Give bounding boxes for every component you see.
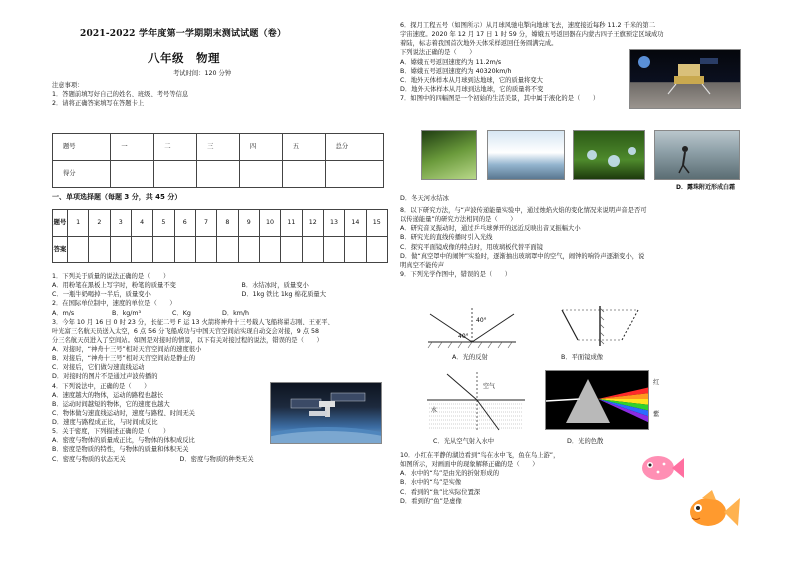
page-title: 2021-2022 学年度第一学期期末测试试题（卷） — [80, 29, 287, 39]
question-stem: 6．探月工程五号（如图所示）从月球风驰电掣向地球飞去，速度接近每秒 11.2 千米的第二 — [400, 22, 656, 29]
score-input-cell[interactable] — [197, 161, 240, 188]
score-table — [52, 133, 384, 188]
notes-heading: 注意事项： — [52, 82, 84, 89]
question-stem: 5．关于密度，下列描述正确的是（ ） — [52, 428, 170, 436]
answer-grid-number: 10 — [259, 210, 280, 237]
answer-grid-number: 1 — [67, 210, 88, 237]
option-c: C．Kg — [172, 309, 191, 317]
angle-label: 40° — [458, 333, 469, 340]
spectrum-label-red: 红 — [653, 379, 660, 386]
answer-grid-number: 6 — [174, 210, 195, 237]
option-a: A．研究音叉振动时，通过乒乓球弹开的远近反映出音叉振幅大小 — [400, 225, 581, 233]
question-stem: 叶光富三名航天员送入太空，6 点 56 分飞船成功与中国天宫空间站实现自动交会对接，9 点 58 — [52, 327, 320, 335]
score-row-header — [53, 134, 384, 161]
space-station-icon — [271, 383, 382, 444]
score-input-cell[interactable] — [111, 161, 154, 188]
answer-grid-number: 5 — [153, 210, 174, 237]
notes-block — [52, 81, 382, 108]
answer-cell[interactable] — [217, 236, 238, 263]
option-b: B．运动时间越短的物体，它的速度也越大 — [52, 400, 170, 408]
score-cell: 三 — [197, 134, 240, 161]
section-heading: 一、单项选择题（每题 3 分，共 45 分） — [52, 193, 182, 201]
option-d: D．密度与物质的种类无关 — [179, 455, 254, 463]
diagram-caption-d: D．光的色散 — [567, 438, 604, 445]
answer-grid-number: 11 — [281, 210, 302, 237]
option-d: D．做“真空罩中的闹钟”实验时，逐渐抽出玻璃罩中的空气，闹钟的响铃声逐渐变小，说 — [400, 252, 645, 260]
grass-dew-image — [421, 130, 477, 180]
question-stem: 如图所示，对画面中的现象解释正确的是（ ） — [400, 461, 539, 469]
option-c: C．一瓶牛奶喝掉一半后，质量变小 — [52, 291, 151, 299]
page-subtitle: 八年级 物理 — [148, 51, 220, 65]
option-d-cont: 明真空不能传声 — [400, 261, 445, 269]
answer-grid-number: 3 — [110, 210, 131, 237]
question-stem: 下列说法正确的是（ ） — [400, 49, 476, 57]
answer-cell[interactable] — [174, 236, 195, 263]
option-d: D．看到的“鱼”是虚像 — [400, 497, 462, 505]
score-input-cell[interactable] — [282, 161, 325, 188]
question-stem: 3．今年 10 月 16 日 0 时 23 分，长征二号 F 运 13 火箭将神舟十三号载人飞船将翟志刚、王亚平、 — [52, 318, 334, 326]
question-stem: 以传递能量”的研究方法相同的是（ ） — [400, 216, 517, 224]
option-a: A．m/s — [52, 309, 75, 317]
answer-cell[interactable] — [302, 236, 323, 263]
notes-item: 1．答题前填写好自己的姓名、班级、考号等信息 — [52, 91, 189, 99]
question-stem: 着陆，标志着我国首次地外天体采样返回任务圆满完成。 — [400, 40, 558, 48]
option-d: D．冬天河水结冰 — [400, 195, 449, 202]
option-b: B．嫦娥五号返回速度约为 40320km/h — [400, 67, 512, 75]
answer-grid-label: 题号 — [53, 210, 68, 237]
diagram-caption-b: B．平面镜成像 — [561, 354, 604, 361]
option-a: A．用粉笔在黑板上写字时，粉笔的质量不变 — [52, 282, 176, 290]
answer-grid-label: 答案 — [53, 236, 68, 263]
snow-ice-image — [487, 130, 565, 180]
answer-grid-number: 7 — [195, 210, 216, 237]
frozen-river-image — [654, 130, 740, 180]
mirror-diagram — [548, 302, 652, 350]
answer-grid-answers — [53, 236, 388, 263]
medium-label-water: 水 — [431, 407, 438, 414]
option-b: B．kg/m³ — [112, 309, 142, 317]
option-b: B．水结冰时，质量变小 — [241, 282, 309, 290]
answer-grid-number: 4 — [131, 210, 152, 237]
answer-cell[interactable] — [131, 236, 152, 263]
option-d: D．1kg 铁比 1kg 棉花质量大 — [241, 291, 327, 299]
answer-grid — [52, 209, 388, 263]
option-d: D．速度与路程成正比，与时间成反比 — [52, 419, 158, 426]
answer-grid-number: 14 — [345, 210, 366, 237]
water-drops-image — [573, 130, 645, 180]
question-8 — [400, 206, 772, 279]
score-cell: 总分 — [325, 134, 383, 161]
image-caption-d: D．露珠附近形成白霜 — [676, 184, 735, 191]
answer-grid-number: 8 — [217, 210, 238, 237]
option-c: C．物体做匀速直线运动时，速度与路程、时间无关 — [52, 409, 195, 417]
pink-fish-icon — [636, 448, 686, 488]
score-cell: 四 — [239, 134, 282, 161]
option-a: A．速度越大的物体，运动的路程也越长 — [52, 391, 164, 399]
space-station-image — [270, 382, 382, 444]
score-input-cell[interactable] — [154, 161, 197, 188]
question-stem: 7．如图中的四幅图是一个初始的生活美景，其中属于液化的是（ ） — [400, 95, 600, 102]
prism-dispersion-image — [545, 370, 649, 430]
answer-grid-numbers — [53, 210, 388, 237]
score-cell: 二 — [154, 134, 197, 161]
answer-cell[interactable] — [89, 236, 110, 263]
option-c: C．探究平面镜成像的特点时，用玻璃板代替平面镜 — [400, 243, 543, 251]
answer-cell[interactable] — [195, 236, 216, 263]
option-c: C．密度与物质的状态无关 — [52, 455, 126, 463]
angle-label: 40° — [476, 317, 487, 324]
notes-item: 2．请将正确答案填写在答题卡上 — [52, 100, 145, 108]
option-a: A．水中的“鸟”是由光的折射形成的 — [400, 470, 499, 478]
answer-grid-number: 13 — [323, 210, 344, 237]
question-stem: 9．下列光学作图中，错误的是（ ） — [400, 270, 512, 278]
answer-grid-number: 9 — [238, 210, 259, 237]
answer-cell[interactable] — [259, 236, 280, 263]
reflection-diagram — [420, 302, 520, 350]
spectrum-label-violet: 紫 — [653, 411, 660, 418]
score-cell: 五 — [282, 134, 325, 161]
option-d: D．地外天体样本从月球到达地球，它的质量将不变 — [400, 85, 544, 93]
option-b: B．研究光的直线传播时引入光线 — [400, 234, 493, 242]
diagram-caption-a: A．光的反射 — [452, 354, 488, 361]
medium-label-air: 空气 — [483, 383, 496, 390]
question-stem: 宇宙速度。2020 年 12 月 17 日 1 时 59 分，嫦娥五号返回器在内蒙古四子王旗预定区域成功 — [400, 31, 664, 39]
exam-time: 考试时间：120 分钟 — [173, 70, 232, 77]
option-b: B．对接后，“神舟十三号”相对天宫空间站是静止的 — [52, 355, 196, 363]
drops-icon — [574, 131, 645, 180]
lunar-lander-image — [629, 49, 741, 109]
answer-grid-number: 12 — [302, 210, 323, 237]
score-cell: 一 — [111, 134, 154, 161]
question-stem: 10．小红在平静的湖边看到“鸟在水中飞，鱼在鸟上游”， — [400, 452, 560, 459]
goldfish-icon — [682, 488, 742, 534]
answer-cell[interactable] — [110, 236, 131, 263]
option-d: D．km/h — [222, 309, 250, 317]
score-row-values — [53, 161, 384, 188]
refraction-diagram — [425, 368, 527, 434]
answer-grid-number: 15 — [366, 210, 387, 237]
option-c: C．看到的“鱼”比实际位置深 — [400, 488, 481, 496]
question-stem: 分三名航天员进入了空间站。如图是对接时的情景，以下有关对接过程的说法，错误的是（ ） — [52, 336, 323, 344]
answer-cell[interactable] — [281, 236, 302, 263]
answer-cell[interactable] — [366, 236, 387, 263]
question-stem: 8．以下研究方法，与“声波传递能量实验中，通过烛焰火焰的变化情况来说明声音是否可 — [400, 207, 647, 214]
score-input-cell[interactable] — [239, 161, 282, 188]
question-stem: 1．下列关于质量的说法正确的是（ ） — [52, 273, 170, 280]
option-b: B．水中的“鸟”是实像 — [400, 479, 462, 487]
answer-cell[interactable] — [67, 236, 88, 263]
question-10 — [400, 451, 640, 506]
option-c: C．对接后，它们做匀速直线运动 — [52, 364, 145, 372]
diagram-caption-c: C．光从空气射入水中 — [433, 438, 495, 445]
option-b: B．密度是物质的特性，与物体的质量和体积无关 — [52, 446, 189, 454]
score-cell: 得分 — [53, 161, 111, 188]
answer-cell[interactable] — [345, 236, 366, 263]
answer-cell[interactable] — [323, 236, 344, 263]
score-cell: 题号 — [53, 134, 111, 161]
option-a: A．密度与物体的质量成正比，与物体的体积成反比 — [52, 437, 195, 445]
answer-grid-number: 2 — [89, 210, 110, 237]
option-a: A．对接时，“神舟十三号”相对天宫空间站的速度很小 — [52, 346, 202, 353]
skater-icon — [655, 131, 740, 180]
prism-icon — [546, 371, 649, 430]
question-stem: 4．下列说法中，正确的是（ ） — [52, 382, 151, 390]
question-stem: 2．在国际单位制中，速度的单位是（ ） — [52, 300, 176, 308]
score-input-cell[interactable] — [325, 161, 383, 188]
option-c: C．地外天体样本从月球到达地球，它的质量将变大 — [400, 76, 543, 84]
answer-cell[interactable] — [153, 236, 174, 263]
answer-cell[interactable] — [238, 236, 259, 263]
lander-icon — [630, 50, 741, 109]
option-a: A．嫦娥五号返回速度约为 11.2m/s — [400, 58, 502, 66]
option-d: D．对接时的图片不是通过声波传播的 — [52, 373, 158, 381]
